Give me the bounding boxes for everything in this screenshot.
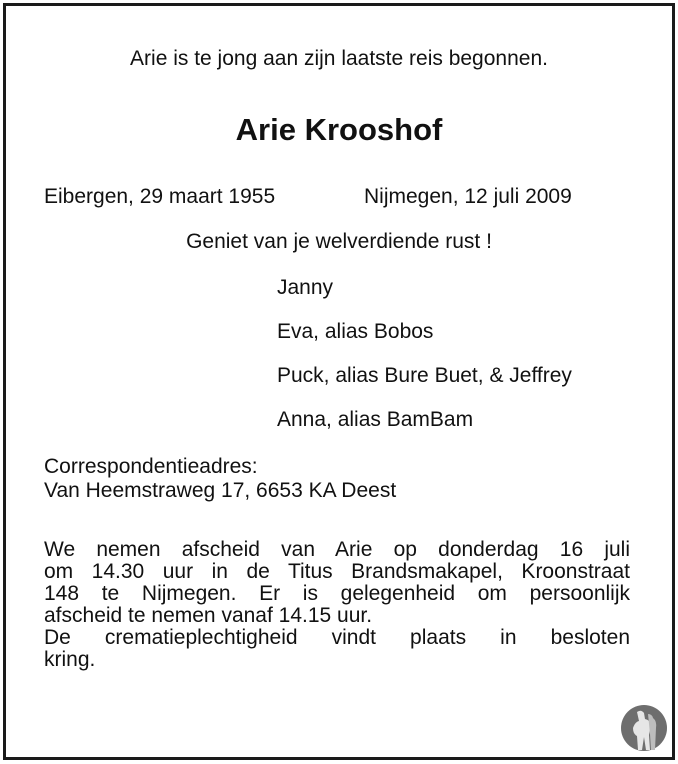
deceased-name: Arie Krooshof	[235, 112, 443, 147]
details-line: afscheid te nemen vanaf 14.15 uur.	[44, 604, 373, 627]
details-line: kring.	[44, 648, 96, 671]
correspondence-label: Correspondentieadres:	[44, 455, 258, 478]
correspondence-address: Van Heemstraweg 17, 6653 KA Deest	[44, 479, 397, 502]
motto: Arie is te jong aan zijn laatste reis begonnen.	[130, 47, 548, 70]
embrace-logo-icon	[620, 704, 668, 752]
details-line: 148 te Nijmegen. Er is gelegenheid om persoonlijk	[44, 582, 630, 605]
family-member: Anna, alias BamBam	[277, 408, 474, 431]
death-info: Nijmegen, 12 juli 2009	[364, 185, 572, 208]
family-member: Janny	[277, 276, 334, 299]
family-member: Eva, alias Bobos	[277, 320, 434, 343]
family-member: Puck, alias Bure Buet, & Jeffrey	[277, 364, 572, 387]
details-line: We nemen afscheid van Arie op donderdag 16 juli	[44, 538, 630, 561]
farewell-text: Geniet van je welverdiende rust !	[186, 230, 492, 253]
details-line: om 14.30 uur in de Titus Brandsmakapel, Kroonstraat	[44, 560, 630, 583]
birth-info: Eibergen, 29 maart 1955	[44, 185, 276, 208]
details-line: De crematieplechtigheid vindt plaats in besloten	[44, 626, 630, 649]
